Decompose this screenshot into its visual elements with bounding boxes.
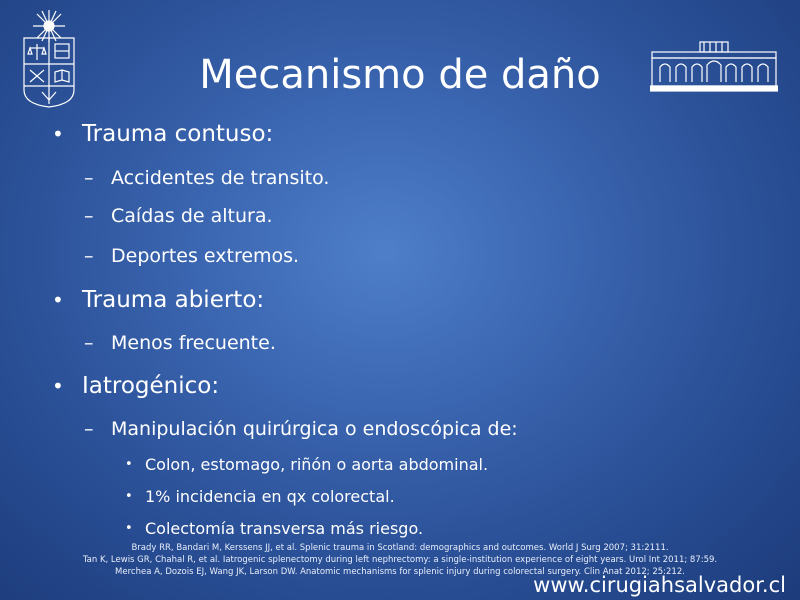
- dash-marker: –: [84, 418, 94, 440]
- sub-bullet-item: [84, 203, 273, 229]
- sub-bullet-item: [84, 330, 276, 356]
- sub-bullet-item: [84, 165, 329, 191]
- sub-sub-bullet-item: [125, 454, 488, 476]
- bullet-marker: •: [52, 122, 64, 146]
- bullet-item: [52, 285, 264, 315]
- sub-sub-bullet-text: Colectomía transversa más riesgo.: [145, 519, 424, 538]
- sub-bullet-item: [84, 243, 299, 269]
- sub-sub-bullet-text: 1% incidencia en qx colorectal.: [145, 487, 395, 506]
- sub-bullet-text: Manipulación quirúrgica o endoscópica de:: [111, 418, 518, 440]
- sub-sub-bullet-item: [125, 518, 423, 540]
- dash-marker: –: [84, 332, 94, 354]
- reference-line: Merchea A, Dozois EJ, Wang JK, Larson DW. Anatomic mechanisms for splenic injury during colorectal surgery. Clin Anat 2012; 25:212.: [115, 567, 685, 577]
- bullet-marker: •: [125, 457, 133, 472]
- bullet-text: Trauma contuso:: [82, 121, 274, 147]
- dash-marker: –: [84, 167, 94, 189]
- slide-title: Mecanismo de daño: [199, 52, 601, 98]
- reference-line: Brady RR, Bandari M, Kerssens JJ, et al. Splenic trauma in Scotland: demographics and outcomes. World J Surg 2007; 31:2111.: [131, 543, 669, 553]
- dash-marker: –: [84, 245, 94, 267]
- bullet-item: [52, 119, 273, 149]
- sub-bullet-text: Menos frecuente.: [111, 332, 276, 354]
- sub-sub-bullet-item: [125, 486, 395, 508]
- bullet-marker: •: [52, 288, 64, 312]
- bullet-text: Trauma abierto:: [82, 287, 265, 313]
- bullet-marker: •: [52, 374, 64, 398]
- sub-bullet-text: Accidentes de transito.: [111, 167, 330, 189]
- bullet-marker: •: [125, 489, 133, 504]
- reference-line: Tan K, Lewis GR, Chahal R, et al. Iatrogenic splenectomy during left nephrectomy: a single-institution experience of eight years. Urol Int 2011; 87:59.: [82, 555, 718, 565]
- dash-marker: –: [84, 205, 94, 227]
- sub-sub-bullet-text: Colon, estomago, riñón o aorta abdominal.: [145, 455, 489, 474]
- footer-url: www.cirugiahsalvador.cl: [533, 573, 786, 597]
- sub-bullet-text: Caídas de altura.: [111, 205, 273, 227]
- bullet-marker: •: [125, 521, 133, 536]
- sub-bullet-item: [84, 416, 518, 442]
- sub-bullet-text: Deportes extremos.: [111, 245, 300, 267]
- bullet-item: [52, 371, 219, 401]
- bullet-text: Iatrogénico:: [82, 373, 220, 399]
